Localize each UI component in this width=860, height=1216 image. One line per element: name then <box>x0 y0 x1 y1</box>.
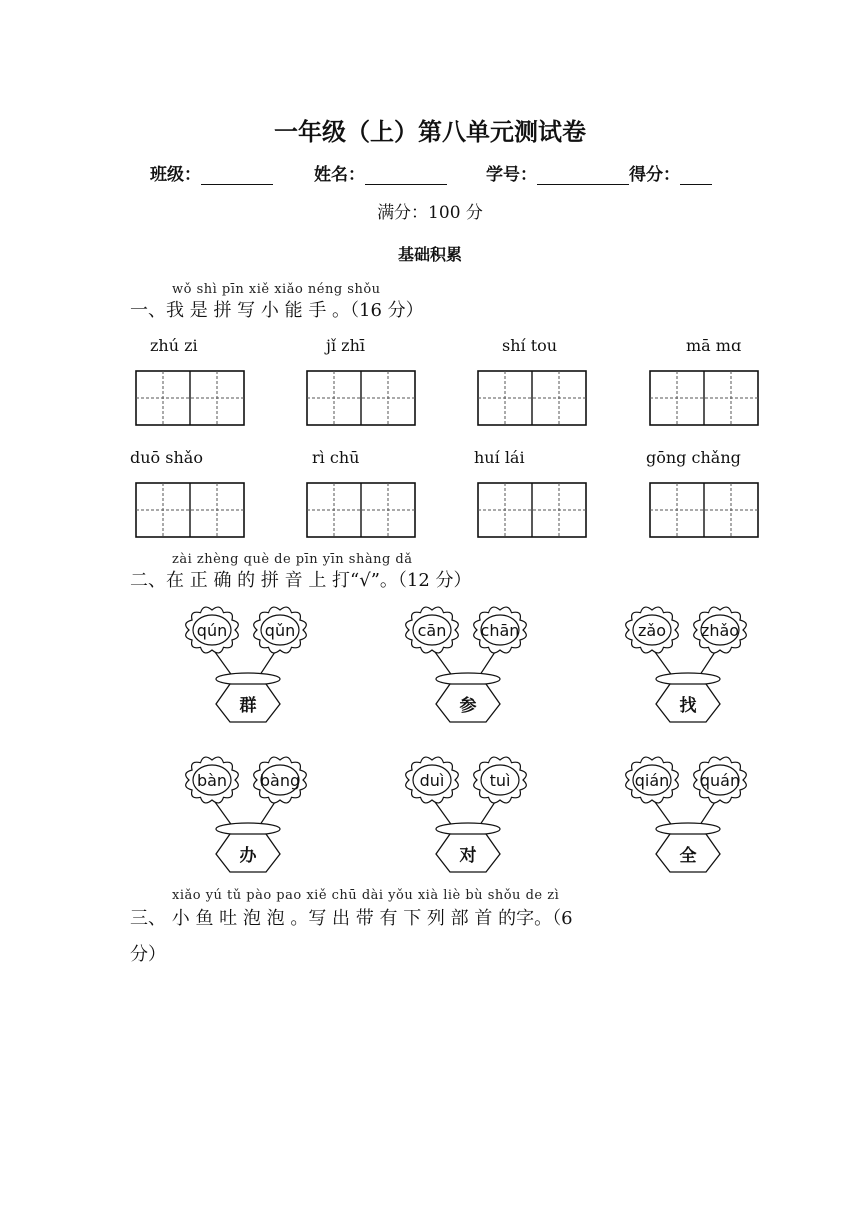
pinyin-option-left: bàn <box>196 771 228 790</box>
pot-character: 办 <box>239 846 257 866</box>
writing-grid[interactable] <box>649 482 759 538</box>
class-blank[interactable] <box>201 166 273 185</box>
q3-title: 三、 小 鱼 吐 泡 泡 。写 出 带 有 下 列 部 首 的字。（6 <box>130 908 573 929</box>
score-label: 得分： <box>629 165 680 185</box>
writing-grid[interactable] <box>477 370 587 426</box>
pot-character: 群 <box>239 696 257 716</box>
flower-pot-item <box>618 750 758 880</box>
q1-item-pinyin: duō shǎo <box>130 448 203 467</box>
writing-grid[interactable] <box>135 482 245 538</box>
pot-rim <box>656 673 720 685</box>
q2-pinyin: zài zhèng què de pīn yīn shàng dǎ <box>172 552 413 567</box>
q1-item-pinyin: zhú zi <box>150 336 198 355</box>
pinyin-option-left: cān <box>417 621 447 640</box>
q1-item-pinyin: rì chū <box>312 448 360 467</box>
class-field <box>150 160 273 185</box>
pinyin-option-left: qián <box>634 771 670 790</box>
pot-rim <box>436 673 500 685</box>
flower-pot-item <box>398 600 538 730</box>
pinyin-option-right: tuì <box>489 771 511 790</box>
flower-pot-item <box>618 600 758 730</box>
pinyin-option-right: qǔn <box>264 621 296 640</box>
name-blank[interactable] <box>365 166 447 185</box>
pinyin-option-left: qún <box>196 621 228 640</box>
full-score: 满分：100 分 <box>377 203 483 223</box>
q1-pinyin: wǒ shì pīn xiě xiǎo néng shǒu <box>172 282 381 297</box>
q2-title: 二、在 正 确 的 拼 音 上 打“√”。（12 分） <box>130 570 472 591</box>
writing-grid[interactable] <box>135 370 245 426</box>
q1-title: 一、我 是 拼 写 小 能 手 。（16 分） <box>130 300 424 321</box>
q3-pinyin: xiǎo yú tǔ pào pao xiě chū dài yǒu xià liè bù shǒu de zì <box>172 888 560 903</box>
class-label: 班级： <box>150 165 201 185</box>
q1-item-pinyin: huí lái <box>474 448 525 467</box>
pinyin-option-left: zǎo <box>638 621 666 640</box>
id-field <box>486 160 712 185</box>
pinyin-option-right: chān <box>480 621 520 640</box>
q1-item-pinyin: gōng chǎng <box>646 448 741 467</box>
flower-pot-item <box>178 600 318 730</box>
pot-rim <box>656 823 720 835</box>
pinyin-option-right: quán <box>699 771 741 790</box>
pinyin-option-left: duì <box>419 771 445 790</box>
flower-pot-item <box>398 750 538 880</box>
writing-grid[interactable] <box>306 370 416 426</box>
name-label: 姓名： <box>314 165 365 185</box>
pot-character: 找 <box>679 696 697 716</box>
pinyin-option-right: zhǎo <box>700 621 740 640</box>
q3-title-cont: 分） <box>130 944 166 965</box>
q1-item-pinyin: mā mɑ <box>686 336 742 355</box>
writing-grid[interactable] <box>306 482 416 538</box>
pinyin-option-right: bàng <box>259 771 301 790</box>
pot-rim <box>436 823 500 835</box>
pot-rim <box>216 823 280 835</box>
id-label: 学号： <box>486 165 537 185</box>
q1-item-pinyin: jǐ zhī <box>326 336 366 355</box>
writing-grid[interactable] <box>477 482 587 538</box>
pot-character: 全 <box>679 846 697 866</box>
page-title: 一年级（上）第八单元测试卷 <box>274 118 586 146</box>
id-blank[interactable] <box>537 166 629 185</box>
flower-pot-item <box>178 750 318 880</box>
pot-rim <box>216 673 280 685</box>
pot-character: 参 <box>459 696 477 716</box>
writing-grid[interactable] <box>649 370 759 426</box>
name-field <box>314 160 447 185</box>
score-blank[interactable] <box>680 166 712 185</box>
pot-character: 对 <box>459 846 477 866</box>
section-heading: 基础积累 <box>397 245 462 264</box>
q1-item-pinyin: shí tou <box>502 336 558 355</box>
